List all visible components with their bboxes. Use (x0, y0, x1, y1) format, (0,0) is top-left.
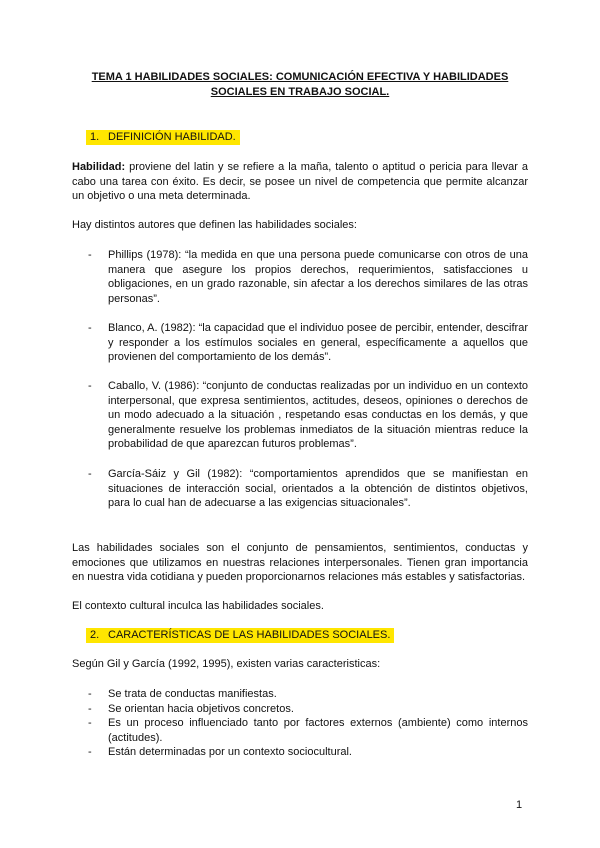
document-title: TEMA 1 HABILIDADES SOCIALES: COMUNICACIÓN EFECTIVA Y HABILIDADES SOCIALES EN TRABAJO SOCIAL. (91, 71, 509, 98)
list-item: - Es un proceso influenciado tanto por factores externos (ambiente) como internos (actitudes). (88, 716, 528, 745)
author-definition-text: Phillips (1978): “la medida en que una persona puede comunicarse con otros de una manera que asegure los propios derechos, requerimientos, satisfacciones u obligaciones, en un grado razonable, sin afectar a los derechos similares de las otras personas”. (108, 249, 528, 305)
summary-paragraph: Las habilidades sociales son el conjunto de pensamientos, sentimientos, conductas y emociones que utilizamos en nuestras relaciones interpersonales. Tienen gran importancia en nuestra vida cotidiana y pueden proporcionarnos relaciones más estables y satisfactorias. (72, 542, 528, 583)
dash-marker: - (88, 468, 92, 480)
dash-marker: - (88, 249, 92, 261)
author-definition (88, 321, 528, 365)
characteristics-list (88, 687, 528, 760)
authors-intro: Hay distintos autores que definen las habilidades sociales: (72, 219, 357, 231)
definition-text: proviene del latin y se refiere a la maña, talento o aptitud o pericia para llevar a cabo una tarea con éxito. Es decir, se posee un nivel de competencia que permite alcanzar un objetivo o una meta determinada. (72, 161, 528, 202)
dash-marker: - (88, 322, 92, 334)
author-definition-text: García-Sáiz y Gil (1982): “comportamientos aprendidos que se manifiestan en situaciones de interacción social, orientados a la obtención de distintos objetivos, para lo cual han de adecuarse a las exigencias situacionales”. (108, 468, 528, 509)
context-line: El contexto cultural inculca las habilidades sociales. (72, 600, 324, 612)
page-number: 1 (516, 799, 523, 811)
dash-marker: - (88, 380, 92, 392)
list-item: - Están determinadas por un contexto sociocultural. (88, 745, 528, 760)
definition-term: Habilidad: (72, 161, 126, 173)
section-2-number: 2. (90, 629, 100, 641)
section-1-number: 1. (90, 131, 100, 143)
list-item: - Se trata de conductas manifiestas. (88, 687, 528, 702)
list-item: - Se orientan hacia objetivos concretos. (88, 702, 528, 717)
author-definition (88, 248, 528, 306)
author-definition (88, 467, 528, 511)
section-2-title: CARACTERÍSTICAS DE LAS HABILIDADES SOCIALES. (108, 629, 391, 641)
section-1-heading (86, 130, 240, 145)
author-definition-text: Blanco, A. (1982): “la capacidad que el individuo posee de percibir, entender, descifrar y responder a los estímulos sociales en general, específicamente a aquellos que provienen del comportamiento de los demás”. (108, 322, 528, 363)
author-definition-text: Caballo, V. (1986): “conjunto de conductas realizadas por un individuo en un contexto interpersonal, que expresa sentimientos, actitudes, deseos, opiniones o derechos de un modo adecuado a la situación , respetando esas conductas en los demás, y que generalmente resuelve los problemas inmediatos de la situación mientras reduce la probabilidad de que aparezcan futuros problemas”. (108, 380, 528, 450)
definition-paragraph (72, 160, 528, 204)
section-2-heading (86, 628, 394, 643)
characteristics-intro: Según Gil y García (1992, 1995), existen varias caracteristicas: (72, 658, 381, 670)
author-definition (88, 379, 528, 452)
section-1-title: DEFINICIÓN HABILIDAD. (108, 131, 236, 143)
